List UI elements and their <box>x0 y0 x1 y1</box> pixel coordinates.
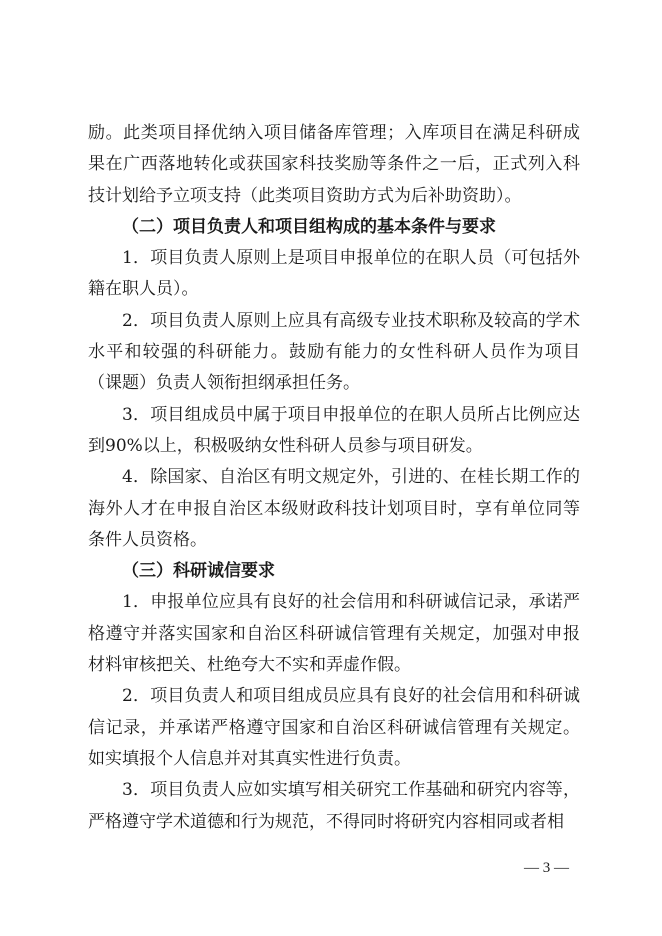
paragraph-integrity-item-2: 2．项目负责人和项目组成员应具有良好的社会信用和科研诚信记录，并承诺严格遵守国家和自治区科研诚信管理有关规定。如实填报个人信息并对其真实性进行负责。 <box>88 686 580 769</box>
paragraph-leader-item-2: 2．项目负责人原则上应具有高级专业技术职称及较高的学术水平和较强的科研能力。鼓励有能力的女性科研人员作为项目（课题）负责人领衔担纲承担任务。 <box>88 310 580 394</box>
paragraph-continuation: 励。此类项目择优纳入项目储备库管理；入库项目在满足科研成果在广西落地转化或获国家科技奖励等条件之一后，正式列入科技计划给予立项支持（此类项目资助方式为后补助资助）。 <box>88 123 580 206</box>
paragraph-integrity-item-3: 3．项目负责人应如实填写相关研究工作基础和研究内容等，严格遵守学术道德和行为规范，不得同时将研究内容相同或者相 <box>88 780 580 832</box>
paragraph-leader-item-3: 3．项目组成员中属于项目申报单位的在职人员所占比例应达到90%以上，积极吸纳女性科研人员参与项目研发。 <box>88 404 580 456</box>
section-heading-integrity: （三）科研诚信要求 <box>122 561 275 582</box>
paragraph-leader-item-1: 1．项目负责人原则上是项目申报单位的在职人员（可包括外籍在职人员）。 <box>88 248 580 300</box>
page-number: — 3 — <box>524 860 569 876</box>
paragraph-leader-item-4: 4．除国家、自治区有明文规定外，引进的、在桂长期工作的海外人才在申报自治区本级财政科技计划项目时，享有单位同等条件人员资格。 <box>88 467 580 550</box>
paragraph-integrity-item-1: 1．申报单位应具有良好的社会信用和科研诚信记录，承诺严格遵守并落实国家和自治区科研诚信管理有关规定，加强对申报材料审核把关、杜绝夸大不实和弄虚作假。 <box>88 592 580 676</box>
document-body <box>88 118 580 838</box>
section-heading-project-leader: （二）项目负责人和项目组构成的基本条件与要求 <box>122 216 496 237</box>
